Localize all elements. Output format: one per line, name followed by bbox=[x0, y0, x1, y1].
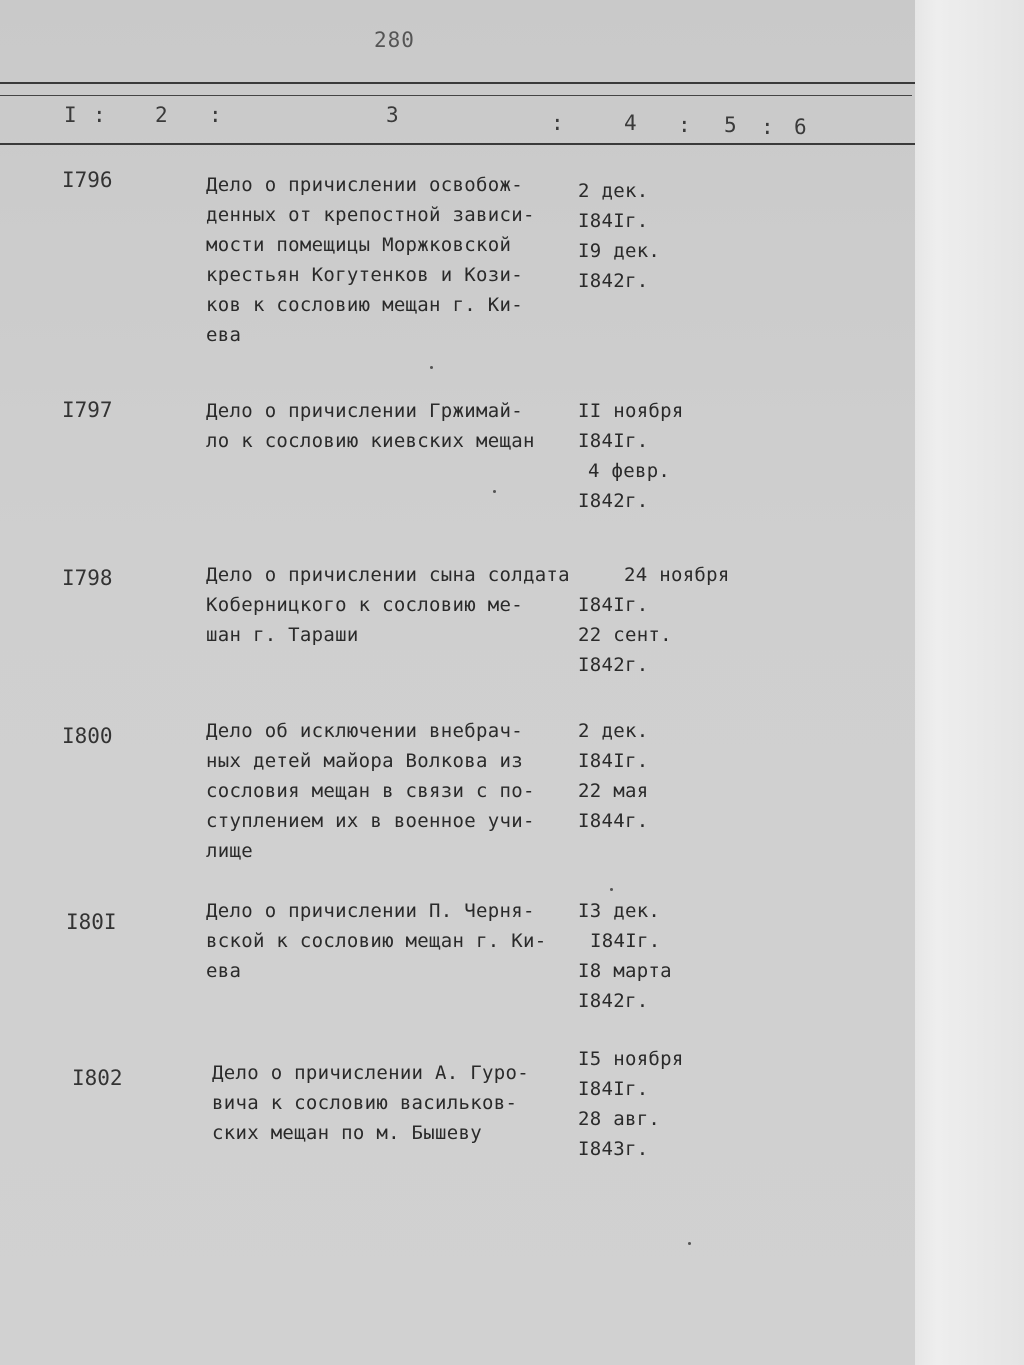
entry-start-date: 24 ноября bbox=[624, 564, 730, 586]
paper-speck bbox=[688, 1242, 691, 1245]
entry-dates bbox=[578, 896, 748, 1016]
entry-dates bbox=[578, 716, 748, 836]
header-inner-rule bbox=[0, 95, 912, 96]
entry-start-date: I3 дек. bbox=[578, 900, 661, 922]
entry-end-year: I842г. bbox=[578, 490, 649, 512]
entry-end-year: I844г. bbox=[578, 810, 649, 832]
paper-speck bbox=[493, 490, 496, 493]
entry-number: I80I bbox=[66, 910, 117, 934]
header-column-1: I bbox=[64, 103, 77, 127]
paper-speck bbox=[610, 888, 613, 891]
page-number: 280 bbox=[374, 28, 415, 52]
adjacent-page-edge bbox=[915, 0, 1024, 1365]
header-bottom-rule bbox=[0, 143, 915, 145]
entry-number: I802 bbox=[72, 1066, 123, 1090]
header-separator: : bbox=[551, 111, 564, 135]
header-column-2: 2 bbox=[155, 103, 168, 127]
entry-description: Дело о причислении Гржимай- ло к сословию киевских мещан bbox=[206, 400, 535, 452]
entry-start-year: I84Iг. bbox=[578, 430, 649, 452]
entry-number: I798 bbox=[62, 566, 113, 590]
entry-dates bbox=[578, 1044, 748, 1164]
entry-dates bbox=[578, 176, 748, 296]
entry-end-year: I842г. bbox=[578, 654, 649, 676]
entry-end-date: I8 марта bbox=[578, 960, 672, 982]
header-separator: : bbox=[93, 103, 106, 127]
header-column-5: 5 bbox=[724, 113, 737, 137]
header-separator: : bbox=[761, 115, 774, 139]
entry-description: Дело о причислении сына солдата Коберницкого к сословию ме- шан г. Тараши bbox=[206, 564, 570, 646]
entry-number: I797 bbox=[62, 398, 113, 422]
entry-start-date: 2 дек. bbox=[578, 720, 649, 742]
entry-end-date: 28 авг. bbox=[578, 1108, 661, 1130]
header-separator: : bbox=[209, 103, 222, 127]
paper-speck bbox=[430, 366, 433, 369]
entry-start-year: I84Iг. bbox=[578, 594, 649, 616]
header-column-3: 3 bbox=[386, 103, 399, 127]
entry-start-year: I84Iг. bbox=[590, 930, 661, 952]
entry-end-date: 22 мая bbox=[578, 780, 649, 802]
entry-start-date: I5 ноября bbox=[578, 1048, 684, 1070]
entry-end-year: I842г. bbox=[578, 990, 649, 1012]
entry-end-date: 4 февр. bbox=[588, 460, 671, 482]
entry-start-year: I84Iг. bbox=[578, 210, 649, 232]
entry-end-year: I842г. bbox=[578, 270, 649, 292]
entry-start-date: II ноября bbox=[578, 400, 684, 422]
entry-dates bbox=[578, 560, 748, 680]
entry-description: Дело о причислении П. Черня- вской к сословию мещан г. Ки- ева bbox=[206, 900, 547, 982]
entry-start-date: 2 дек. bbox=[578, 180, 649, 202]
entry-start-year: I84Iг. bbox=[578, 1078, 649, 1100]
entry-description: Дело о причислении А. Гуро- вича к сословию васильков- ских мещан по м. Бышеву bbox=[212, 1062, 529, 1144]
entry-dates bbox=[578, 396, 748, 516]
header-separator: : bbox=[678, 113, 691, 137]
entry-end-date: 22 сент. bbox=[578, 624, 672, 646]
header-column-6: 6 bbox=[794, 115, 807, 139]
entry-end-year: I843г. bbox=[578, 1138, 649, 1160]
header-top-rule bbox=[0, 82, 915, 84]
entry-start-year: I84Iг. bbox=[578, 750, 649, 772]
entry-end-date: I9 дек. bbox=[578, 240, 661, 262]
entry-number: I796 bbox=[62, 168, 113, 192]
entry-description: Дело об исключении внебрач- ных детей майора Волкова из сословия мещан в связи с по- ступлением их в военное учи- лище bbox=[206, 720, 535, 862]
entry-description: Дело о причислении освобож- денных от крепостной зависи- мости помещицы Моржковской крестьян Когутенков и Кози- ков к сословию мещан г. Ки- ева bbox=[206, 174, 535, 346]
entry-number: I800 bbox=[62, 724, 113, 748]
header-column-4: 4 bbox=[624, 111, 637, 135]
